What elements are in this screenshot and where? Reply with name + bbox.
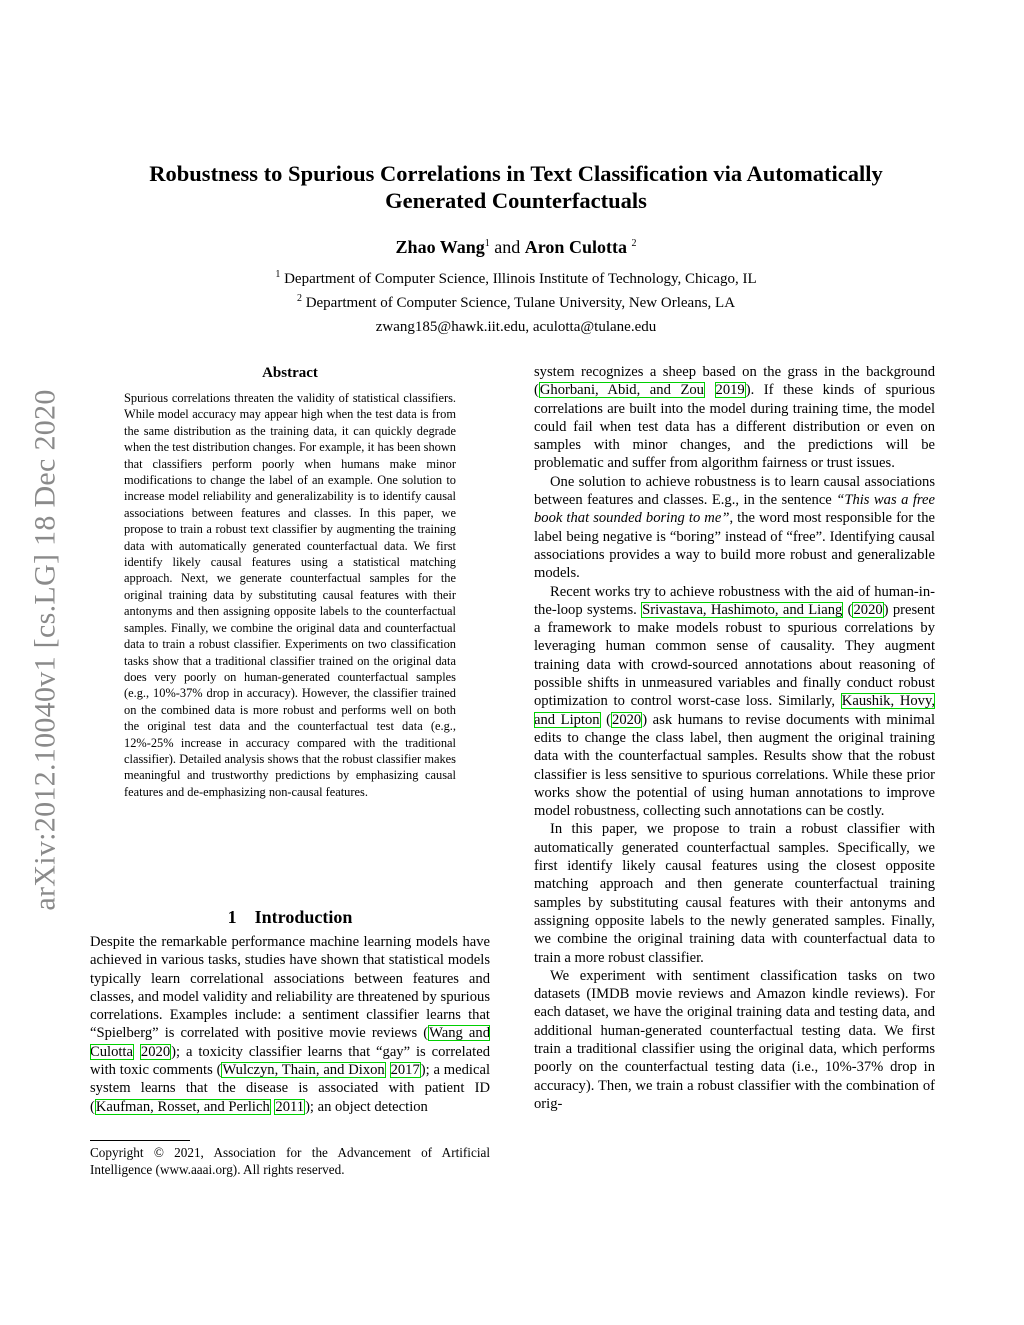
- text-run: ); an object detection: [305, 1098, 428, 1115]
- text-run: , the word most responsible for the label being negative is “boring” instead of “free”. Identifying causal associations provides a way to build more robust and generalizable models.: [534, 510, 935, 582]
- citation-year-link[interactable]: 2017: [390, 1062, 420, 1079]
- text-run: ); a toxicity classifier learns that “gay” is correlated with toxic comments (: [90, 1043, 490, 1079]
- affiliation-2: [110, 294, 922, 312]
- arxiv-stamp: [22, 350, 70, 950]
- affiliation-1-text: Department of Computer Science, Illinois Institute of Technology, Chicago, IL: [284, 271, 757, 287]
- citation-link[interactable]: Ghorbani, Abid, and Zou: [539, 382, 704, 399]
- author-1-sup: 1: [484, 238, 490, 249]
- citation-year-link[interactable]: 2020: [612, 711, 642, 728]
- citation-link[interactable]: Kaushik, Hovy, and Lipton: [534, 693, 935, 728]
- intro-right-column: [534, 363, 935, 1113]
- affiliation-1-sup: 1: [275, 269, 281, 280]
- text-run: present a framework to make models robust to spurious correlations by leveraging human common sense of causality. They augment training data with crowd-sourced annotations about reasoning of possible shifts in unmeasured variables and finally conduct robust optimization to control worst-case loss. Similarly,: [534, 601, 935, 710]
- example-sentence: “This was a free book that sounded boring to me”: [534, 492, 935, 527]
- section-number: 1: [227, 907, 237, 927]
- text-run: One solution to achieve robustness is to learn causal associations between features and classes. E.g., in the sentence: [534, 473, 935, 509]
- title-line-1: Robustness to Spurious Correlations in Text Classification via Automatically: [149, 161, 883, 186]
- text-run: ask humans to revise documents with minimal edits to change the class label, then augment the original training data with the counterfactual samples. Results show that the robust classifier is less sensitive to spurious correlations. While these prior works show the potential of using human annotations to improve model robustness, collecting such annotations can be costly.: [534, 711, 936, 820]
- text-run: ); a medical system learns that the disease is associated with patient ID (: [90, 1062, 491, 1115]
- title-line-2: Generated Counterfactuals: [385, 188, 647, 213]
- affiliation-2-sup: 2: [296, 293, 302, 304]
- citation-link[interactable]: Kaufman, Rosset, and Perlich: [95, 1098, 270, 1115]
- paper-title: [110, 160, 922, 214]
- abstract-heading: Abstract: [262, 365, 318, 381]
- section-title: Introduction: [254, 907, 353, 927]
- intro-paragraph-continued: [534, 363, 935, 473]
- author-line: [110, 236, 922, 258]
- citation-link[interactable]: Wang and Culotta: [90, 1025, 490, 1060]
- footnote-rule: [90, 1140, 190, 1141]
- text-run: Recent works try to achieve robustness with the aid of human-in-the-loop systems.: [534, 583, 935, 618]
- author-emails: zwang185@hawk.iit.edu, aculotta@tulane.edu: [375, 319, 657, 335]
- arxiv-stamp-text: arXiv:2012.10040v1 [cs.LG] 18 Dec 2020: [29, 389, 62, 911]
- intro-paragraph-2: [534, 473, 935, 583]
- author-1: Zhao Wang: [395, 237, 485, 257]
- citation-year-link[interactable]: 2020: [853, 601, 883, 618]
- affiliation-1: [110, 270, 922, 288]
- citation-year-link[interactable]: 2020: [140, 1043, 171, 1060]
- text-run: system recognizes a sheep based on the grass in the background (: [534, 364, 935, 399]
- intro-paragraph-3: Recent works try to achieve robustness with the aid of human-in-the-loop systems. Srivastava, Hashimoto, and Liang (2020) present a framework to make models robust to spurious correlations by leveraging human common sense of causality. They augment training data with crowd-sourced annotations about reasoning of possible shifts in unmeasured variables and finally conduct robust optimization to control worst-case loss. Similarly, Kaushik, Hovy, and Lipton (2020) ask humans to revise documents with minimal edits to change the class label, then augment the original training data with the counterfactual samples. Results show that the robust classifier is less sensitive to spurious correlations. While these prior works show the potential of using human annotations to improve model robustness, collecting such annotations can be costly.: [534, 583, 936, 820]
- citation-year-link[interactable]: 2019: [715, 382, 745, 399]
- affiliation-2-text: Department of Computer Science, Tulane University, New Orleans, LA: [305, 295, 736, 311]
- intro-paragraph-5: We experiment with sentiment classification tasks on two datasets (IMDB movie reviews and Amazon kindle reviews). For each dataset, we have the original training data and testing data, and additional human-generated counterfactual testing data. We first train a traditional classifier using the original data, which performs poorly on the counterfactual testing data (i.e., 10%-37% drop in accuracy). Then, we train a robust classifier with the combination of orig-: [534, 967, 935, 1112]
- abstract-body: Spurious correlations threaten the validity of statistical classifiers. While model accuracy may appear high when the test data is from the same distribution as the training data, it can quickly degrade when the test distribution changes. For example, it has been shown that classifiers perform poorly when humans make minor modifications to change the label of an example. One solution to increase model reliability and generalizability is to identify causal associations between features and classes. In this paper, we propose to train a robust text classifier by augmenting the training data with automatically generated counterfactual data. We first identify likely causal features using a statistical matching approach. Next, we generate counterfactual samples for the original training data by substituting causal features with their antonyms and then assigning opposite labels to the counterfactual samples. Finally, we combine the original data and counterfactual data to train a robust classifier. Experiments on two classification tasks show that a traditional classifier trained on the original data does very poorly on human-generated counterfactual samples (e.g., 10%-37% drop in accuracy). However, the classifier trained on the combined data is more robust and performs well on both the original test data and the counterfactual test data (e.g., 12%-25% increase in accuracy compared with the traditional classifier). Detailed analysis shows that the robust classifier makes meaningful and trustworthy predictions by emphasizing causal features and de-emphasizing non-causal features.: [124, 391, 456, 799]
- author-conj: and: [494, 237, 521, 257]
- author-2: Aron Culotta: [524, 237, 627, 257]
- text-run: ). If these kinds of spurious correlations are built into the model during training time, the model could fail when test data has a different distribution or even on samples with minor changes, and the predictions will be problematic and suffer from algorithm fairness or trust issues.: [534, 382, 935, 472]
- intro-paragraph-4: In this paper, we propose to train a robust classifier with automatically generated counterfactual samples. Specifically, we first identify likely causal features using the closest opposite matching approach and then generate counterfactual training samples by substituting causal features with their antonyms and assigning opposite labels to the newly generated samples. Finally, we combine the original training data with counterfactual data to train a more robust classifier.: [534, 821, 935, 966]
- citation-link[interactable]: Srivastava, Hashimoto, and Liang: [642, 601, 843, 618]
- text-run: Despite the remarkable performance machine learning models have achieved in various tasks, studies have shown that statistical models typically learn correlational associations between features and classes, and model validity and reliability are threatened by spurious correlations. Examples include: a sentiment classifier learns that “Spielberg” is correlated with positive movie reviews (: [90, 934, 490, 1042]
- citation-year-link[interactable]: 2011: [275, 1098, 305, 1115]
- intro-left-column: [90, 933, 490, 1116]
- author-2-sup: 2: [631, 238, 637, 249]
- citation-link[interactable]: Wulczyn, Thain, and Dixon: [222, 1062, 385, 1079]
- section-heading-introduction: [90, 906, 490, 928]
- intro-paragraph-1: [90, 933, 490, 1116]
- copyright-notice: Copyright © 2021, Association for the Advancement of Artificial Intelligence (www.aaai.org). All rights reserved.: [90, 1145, 490, 1177]
